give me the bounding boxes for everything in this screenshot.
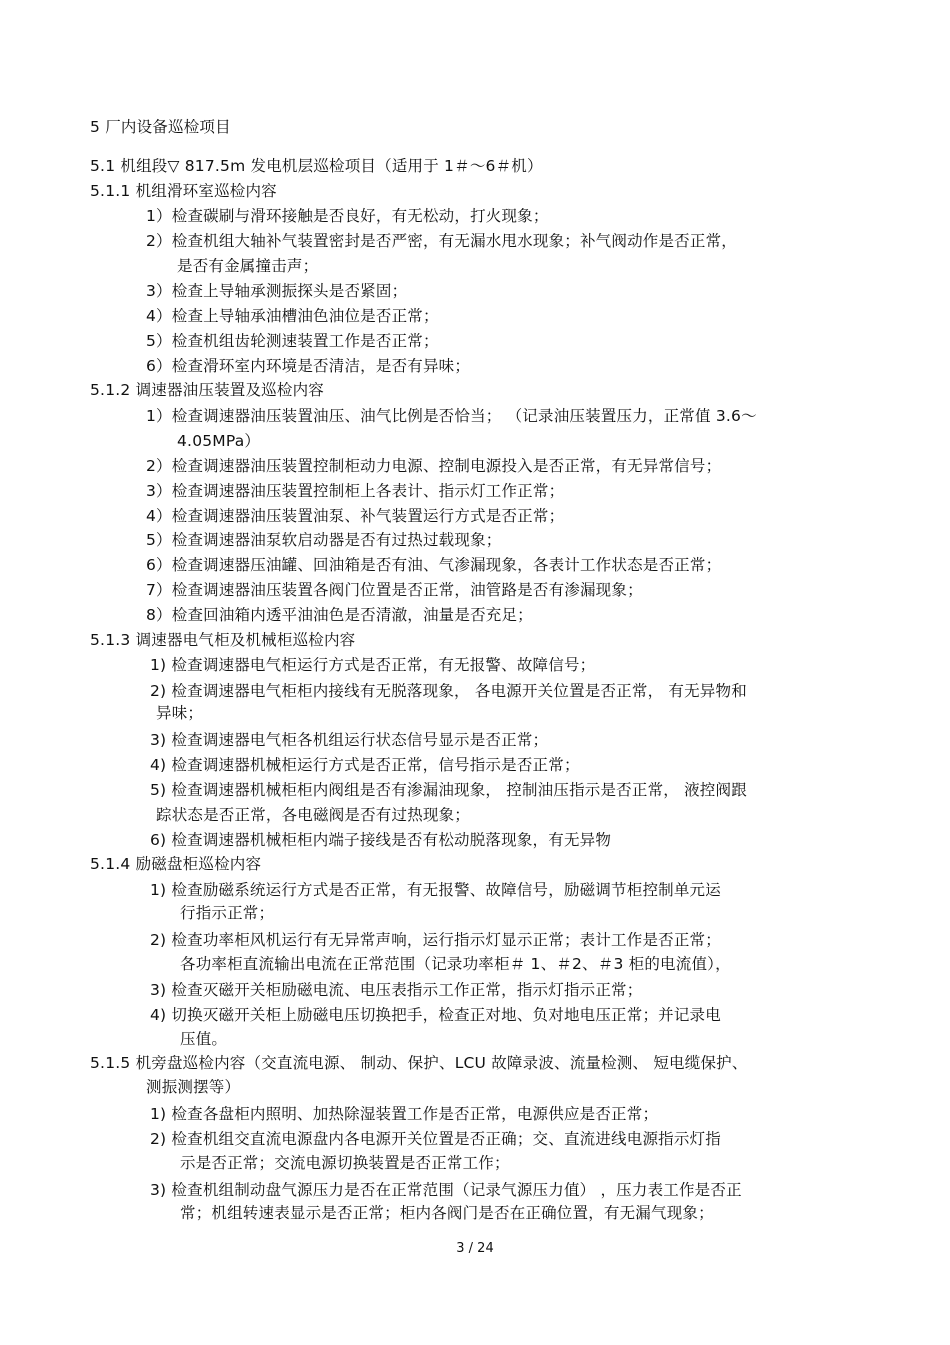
list-item: 1) 检查调速器电气柜运行方式是否正常，有无报警、故障信号； <box>150 656 596 674</box>
list-item: 1）检查调速器油压装置油压、油气比例是否恰当； （记录油压装置压力，正常值 3.6～ <box>146 407 757 425</box>
subsection-title: 5.1.5 机旁盘巡检内容（交直流电源、 制动、保护、LCU 故障录波、流量检测、 短电缆保护、 <box>90 1054 748 1072</box>
list-item: 3) 检查机组制动盘气源压力是否在正常范围（记录气源压力值） ，压力表工作是否正 <box>150 1181 742 1199</box>
list-item: 5) 检查调速器机械柜柜内阀组是否有渗漏油现象， 控制油压指示是否正常， 液控阀跟 <box>150 781 747 799</box>
list-item-continuation: 异味； <box>156 704 204 722</box>
list-item: 2) 检查机组交直流电源盘内各电源开关位置是否正确；交、直流进线电源指示灯指 <box>150 1130 721 1148</box>
list-item-continuation: 常；机组转速表显示是否正常；柜内各阀门是否在正确位置，有无漏气现象； <box>180 1204 714 1222</box>
list-item: 2) 检查调速器电气柜柜内接线有无脱落现象， 各电源开关位置是否正常， 有无异物和 <box>150 682 747 700</box>
list-item-continuation: 压值。 <box>180 1030 228 1048</box>
list-item: 3）检查上导轴承测振探头是否紧固； <box>146 282 408 300</box>
list-item-continuation: 各功率柜直流输出电流在正常范围（记录功率柜＃ 1、＃2、＃3 柜的电流值）， <box>180 955 731 973</box>
list-item-continuation: 示是否正常；交流电源切换装置是否正常工作； <box>180 1154 510 1172</box>
list-item: 4) 切换灭磁开关柜上励磁电压切换把手，检查正对地、负对地电压正常；并记录电 <box>150 1006 721 1024</box>
list-item: 1) 检查励磁系统运行方式是否正常，有无报警、故障信号，励磁调节柜控制单元运 <box>150 881 721 899</box>
list-item: 4) 检查调速器机械柜运行方式是否正常，信号指示是否正常； <box>150 756 580 774</box>
section-heading: 5 厂内设备巡检项目 <box>90 118 231 136</box>
list-item-continuation: 踪状态是否正常，各电磁阀是否有过热现象； <box>156 806 471 824</box>
subsection-heading: 5.1 机组段▽ 817.5m 发电机层巡检项目（适用于 1＃～6＃机） <box>90 157 543 175</box>
page-number: 3 / 24 <box>456 1241 494 1256</box>
subsection-title-continuation: 测振测摆等） <box>146 1078 241 1096</box>
subsection-title: 5.1.4 励磁盘柜巡检内容 <box>90 855 262 873</box>
list-item: 5）检查机组齿轮测速装置工作是否正常； <box>146 332 439 350</box>
list-item-continuation: 4.05MPa） <box>177 432 261 450</box>
list-item: 8）检查回油箱内透平油油色是否清澈，油量是否充足； <box>146 606 533 624</box>
list-item: 1) 检查各盘柜内照明、加热除湿装置工作是否正常，电源供应是否正常； <box>150 1105 659 1123</box>
list-item: 6）检查调速器压油罐、回油箱是否有油、气渗漏现象，各表计工作状态是否正常； <box>146 556 722 574</box>
list-item: 5）检查调速器油泵软启动器是否有过热过载现象； <box>146 531 502 549</box>
subsection-title: 5.1.3 调速器电气柜及机械柜巡检内容 <box>90 631 356 649</box>
list-item: 2) 检查功率柜风机运行有无异常声响，运行指示灯显示正常；表计工作是否正常； <box>150 931 721 949</box>
list-item: 3）检查调速器油压装置控制柜上各表计、指示灯工作正常； <box>146 482 565 500</box>
list-item: 4）检查上导轴承油槽油色油位是否正常； <box>146 307 439 325</box>
list-item: 7）检查调速器油压装置各阀门位置是否正常，油管路是否有渗漏现象； <box>146 581 643 599</box>
subsection-title: 5.1.2 调速器油压装置及巡检内容 <box>90 381 324 399</box>
list-item: 3) 检查灭磁开关柜励磁电流、电压表指示工作正常，指示灯指示正常； <box>150 981 643 999</box>
list-item: 1）检查碳刷与滑环接触是否良好，有无松动，打火现象； <box>146 207 549 225</box>
list-item: 3) 检查调速器电气柜各机组运行状态信号显示是否正常； <box>150 731 549 749</box>
list-item: 6）检查滑环室内环境是否清洁，是否有异味； <box>146 357 471 375</box>
list-item: 4）检查调速器油压装置油泵、补气装置运行方式是否正常； <box>146 507 565 525</box>
list-item-continuation: 行指示正常； <box>180 904 275 922</box>
list-item: 2）检查调速器油压装置控制柜动力电源、控制电源投入是否正常，有无异常信号； <box>146 457 722 475</box>
list-item-continuation: 是否有金属撞击声； <box>177 257 319 275</box>
list-item: 6) 检查调速器机械柜柜内端子接线是否有松动脱落现象，有无异物 <box>150 831 612 849</box>
list-item: 2）检查机组大轴补气装置密封是否严密，有无漏水甩水现象；补气阀动作是否正常， <box>146 232 737 250</box>
subsection-title: 5.1.1 机组滑环室巡检内容 <box>90 182 277 200</box>
